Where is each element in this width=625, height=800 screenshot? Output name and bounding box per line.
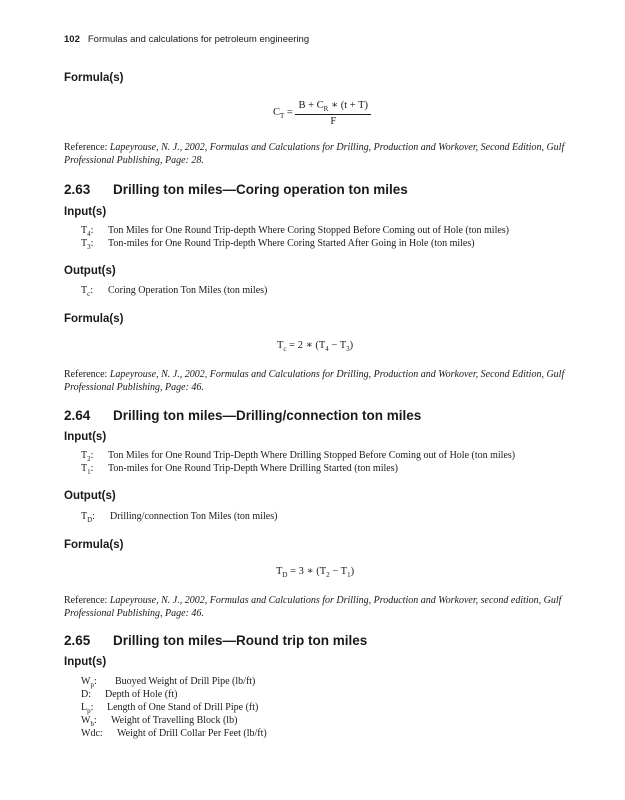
input-row: $T_1$: Ton-miles for One Round Trip-Depth Where Drilling Started (ton miles) [81,463,398,476]
running-head [64,34,309,45]
output-row: $T_c$: Coring Operation Ton Miles (ton miles) [81,285,268,298]
input-row: $W_p$: Buoyed Weight of Drill Pipe (lb/ft) [81,676,256,689]
formula-heading-prev: Formula(s) [64,72,124,84]
formula-ct-denominator: F [330,116,337,128]
section-title-2-64: 2.64 Drilling ton miles—Drilling/connection ton miles [64,408,422,423]
input-row: $L_p$: Length of One Stand of Drill Pipe (ft) [81,702,259,715]
reference-1: Reference: Lapeyrouse, N. J., 2002, Formulas and Calculations for Drilling, Production and Workover, Second Edition, Gulf Professional Publishing, Page: 28. [64,142,565,166]
formula-ct: $C_T$ = $\frac{B + C_R ∗ (t + T)}{F}$ [273,99,371,127]
page-number: 102 [64,34,80,45]
reference-2-64: Reference: Lapeyrouse, N. J., 2002, Formulas and Calculations for Drilling, Production and Workover, second edition, Gulf Professional Publishing, Page: 46. [64,595,562,619]
output-heading-2-63: Output(s) [64,265,116,277]
input-heading-2-64: Input(s) [64,431,107,443]
section-title-2-65: 2.65 Drilling ton miles—Round trip ton miles [64,633,368,648]
output-row: $T_D$: Drilling/connection Ton Miles (ton miles) [81,511,278,524]
input-row: $T_3$: Ton-miles for One Round Trip-depth Where Coring Started After Going in Hole (ton miles) [81,238,475,251]
formula-ct-numerator: $B + C_R$ ∗ (t + T) [295,99,371,115]
formula-tc: $T_c = 2$ ∗ $(T_4 - T_3)$ [277,340,354,354]
input-row: $W_b$: Weight of Travelling Block (lb) [81,715,238,728]
book-title: Formulas and calculations for petroleum engineering [87,34,310,45]
section-title-2-63: 2.63 Drilling ton miles—Coring operation ton miles [64,182,408,197]
formula-ct-fraction [295,99,371,127]
formula-ct-lhs: $C_T$ [273,107,285,121]
input-row: $T_4$: Ton Miles for One Round Trip-depth Where Coring Stopped Before Coming out of Hole (ton miles) [81,225,510,238]
formula-heading-2-63: Formula(s) [64,313,124,325]
formula-td: $T_D = 3$ ∗ $(T_2 - T_1)$ [276,566,355,580]
input-heading-2-63: Input(s) [64,206,107,218]
input-row: $T_2$: Ton Miles for One Round Trip-Depth Where Drilling Stopped Before Coming out of Hole (ton miles) [81,450,516,463]
input-row: Wdc: Weight of Drill Collar Per Feet (lb/ft) [81,728,267,739]
reference-2-63: Reference: Lapeyrouse, N. J., 2002, Formulas and Calculations for Drilling, Production and Workover, Second Edition, Gulf Professional Publishing, Page: 46. [64,369,565,393]
formula-heading-2-64: Formula(s) [64,539,124,551]
input-row: D: Depth of Hole (ft) [81,689,178,700]
input-heading-2-65: Input(s) [64,656,107,668]
output-heading-2-64: Output(s) [64,490,116,502]
